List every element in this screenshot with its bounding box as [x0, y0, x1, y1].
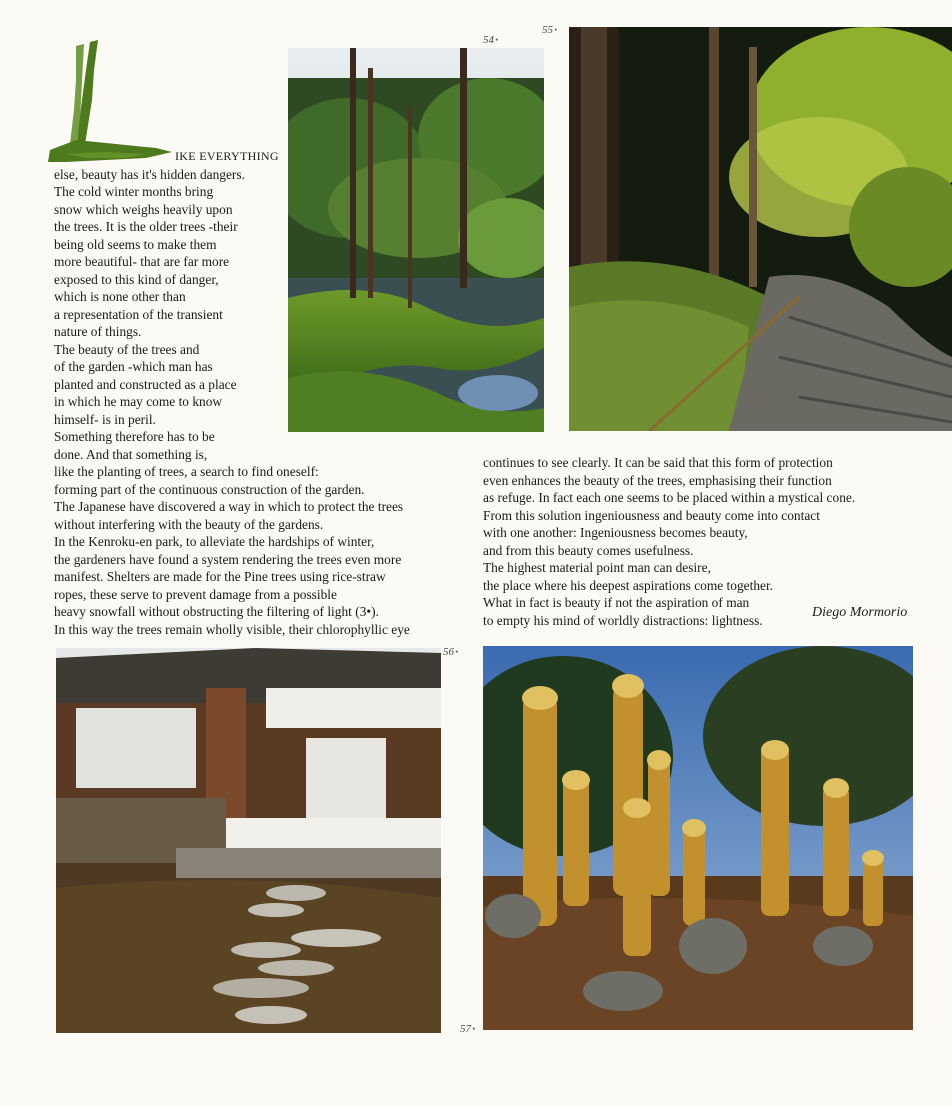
text-line: and from this beauty comes usefulness. [483, 542, 694, 558]
text-line: with one another: Ingeniousness becomes beauty, [483, 525, 748, 540]
photo-forest-stone-path [569, 27, 952, 431]
text-line: IKE EVERYTHING [175, 149, 279, 163]
text-line: like the planting of trees, a search to find oneself: [54, 464, 319, 479]
text-line: planted and constructed as a place [54, 376, 237, 392]
text-line: ropes, these serve to prevent damage from a possible [54, 586, 337, 602]
page-number-54: 54 ● [483, 34, 498, 46]
text-line: without interfering with the beauty of the gardens. [54, 516, 324, 532]
article-text-column-2 [483, 454, 855, 629]
text-line: heavy snowfall without obstructing the filtering of light (3•). [54, 604, 379, 619]
text-line: the gardeners have found a system rendering the trees even more [54, 551, 402, 567]
text-line: even enhances the beauty of the trees, emphasising their function [483, 472, 832, 488]
photo-rice-straw-tree-shelters [483, 646, 913, 1030]
photo-moss-garden-pond [288, 48, 544, 432]
text-line: Something therefore has to be [54, 429, 215, 444]
text-line: From this solution ingeniousness and beauty come into contact [483, 507, 820, 523]
author-signature: Diego Mormorio [812, 605, 908, 620]
text-line: which is none other than [54, 289, 186, 304]
page-number-55: 55 ● [542, 24, 557, 36]
text-line: The Japanese have discovered a way in which to protect the trees [54, 499, 404, 514]
text-line: continues to see clearly. It can be said that this form of protection [483, 455, 833, 470]
text-line: else, beauty has it's hidden dangers. [54, 166, 245, 182]
text-line: as refuge. In fact each one seems to be placed within a mystical cone. [483, 490, 856, 505]
page-number-56: 56 ● [443, 646, 458, 658]
text-line: the trees. It is the older trees -their [54, 219, 238, 234]
text-line: the place where his deepest aspirations come together. [483, 577, 774, 593]
text-line: done. And that something is, [54, 446, 208, 462]
text-line: forming part of the continuous construction of the garden. [54, 481, 365, 497]
text-line: more beautiful- that are far more [54, 254, 230, 269]
page-number-57: 57 ● [460, 1023, 475, 1035]
text-line: The beauty of the trees and [54, 341, 200, 357]
text-line: to empty his mind of worldly distractions: lightness. [483, 612, 763, 628]
text-line: The cold winter months bring [54, 184, 214, 199]
text-line: of the garden -which man has [54, 359, 213, 374]
text-line: exposed to this kind of danger, [54, 271, 219, 287]
text-line: nature of things. [54, 324, 142, 339]
text-line: In this way the trees remain wholly visible, their chlorophyllic eye [54, 621, 410, 637]
text-line: In the Kenroku-en park, to alleviate the hardships of winter, [54, 534, 375, 549]
text-line: What in fact is beauty if not the aspiration of man [483, 595, 750, 610]
text-line: The highest material point man can desire, [483, 560, 711, 575]
text-line: being old seems to make them [54, 236, 217, 252]
text-line: himself- is in peril. [54, 411, 156, 427]
text-line: snow which weighs heavily upon [54, 201, 233, 217]
text-line: manifest. Shelters are made for the Pine trees using rice-straw [54, 569, 386, 584]
photo-japanese-house-stepping-stones [56, 648, 441, 1033]
text-line: in which he may come to know [54, 394, 223, 409]
text-line: a representation of the transient [54, 306, 223, 322]
